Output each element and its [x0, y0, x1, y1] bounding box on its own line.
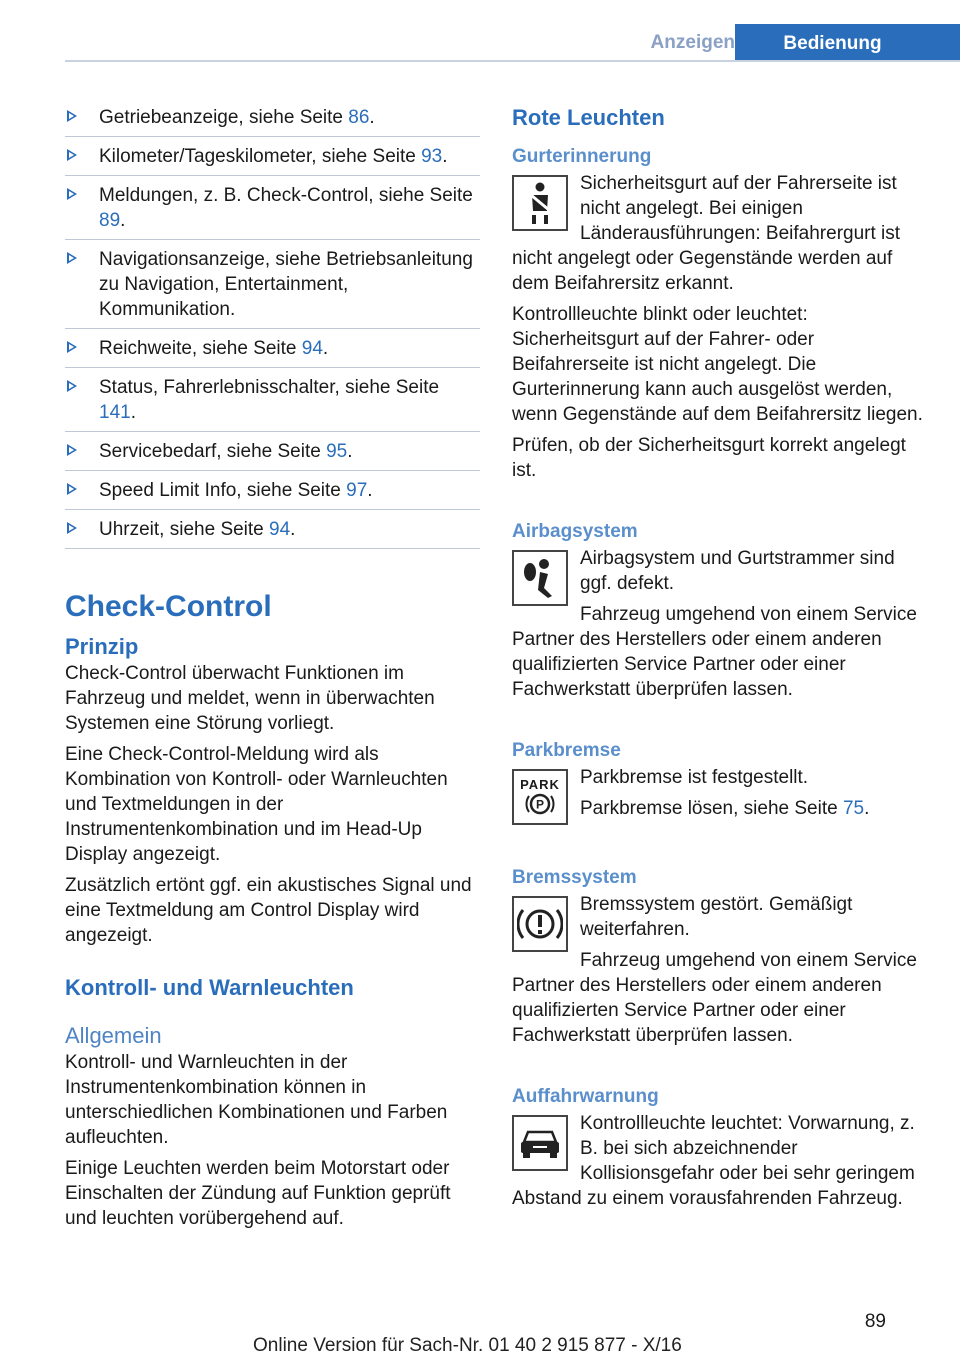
tab-anzeigen[interactable]: Anzeigen	[650, 32, 735, 53]
page-link[interactable]: 75	[842, 798, 865, 819]
seatbelt-icon	[512, 175, 568, 231]
brake-warning-icon	[512, 896, 568, 952]
triangle-bullet-icon	[67, 380, 77, 392]
paragraph: Bremssystem gestört. Gemäßigt weiterfahren.	[580, 894, 853, 940]
bullet-item	[65, 477, 480, 510]
bullet-item	[65, 516, 480, 549]
bullet-text: Uhrzeit, siehe Seite	[99, 519, 270, 540]
bullet-tail: .	[290, 519, 296, 540]
paragraph: Fahrzeug umgehend von einem Service Partner des Herstellers oder einem anderen qualifizierten Service Partner oder einer Fachwerkstatt überprüfen lassen.	[512, 604, 917, 700]
bullet-list	[65, 104, 480, 549]
heading-prinzip: Prinzip	[65, 634, 139, 659]
paragraph: Kontrollleuchte leuchtet: Vorwarnung, z. B. bei sich abzeichnender Kollisionsgefahr oder bei sehr geringem Abstand zu einem vorausfahrenden Fahrzeug.	[512, 1113, 915, 1209]
bullet-text: Reichweite, siehe Seite	[99, 338, 302, 359]
page-link[interactable]: 94	[269, 519, 291, 540]
footer-version: Online Version für Sach-Nr. 01 40 2 915 877 - X/16	[253, 1335, 682, 1356]
left-column	[65, 104, 480, 1231]
heading-bremssystem: Bremssystem	[512, 867, 637, 888]
park-tail: .	[864, 798, 870, 819]
page-number: 89	[864, 1311, 886, 1332]
bullet-item	[65, 335, 480, 368]
heading-allgemein: Allgemein	[65, 1023, 162, 1048]
heading-rote-leuchten: Rote Leuchten	[512, 105, 665, 130]
paragraph: Airbagsystem und Gurtstrammer sind ggf. defekt.	[580, 548, 895, 594]
tab-bedienung[interactable]	[735, 24, 960, 62]
heading-gurterinnerung: Gurterinnerung	[512, 146, 652, 167]
page-link[interactable]: 141	[99, 402, 131, 423]
svg-text:P: P	[535, 797, 545, 812]
page-header	[65, 24, 960, 62]
bullet-text: Servicebedarf, siehe Seite	[99, 441, 327, 462]
bullet-item	[65, 374, 480, 432]
paragraph: Eine Check-Control-Meldung wird als Kombination von Kontroll- oder Warnleuchten und Textmeldungen in der Instrumentenkombination und im Head-Up Display angezeigt.	[65, 744, 448, 865]
right-column	[512, 104, 930, 1211]
bullet-tail: .	[347, 441, 353, 462]
airbag-icon	[512, 550, 568, 606]
paragraph: Check-Control überwacht Funktionen im Fahrzeug und meldet, wenn in überwachten Systemen eine Störung vorliegt.	[65, 663, 435, 734]
bullet-text: Navigationsanzeige, siehe Betriebsanleitung zu Navigation, Entertainment, Kommunikation.	[99, 249, 473, 320]
bullet-item	[65, 438, 480, 471]
paragraph: Zusätzlich ertönt ggf. ein akustisches Signal und eine Textmeldung am Control Display wird angezeigt.	[65, 875, 472, 946]
page-link[interactable]: 97	[346, 480, 368, 501]
bullet-text: Getriebeanzeige, siehe Seite	[99, 107, 349, 128]
paragraph: Kontroll- und Warnleuchten in der Instrumentenkombination können in unterschiedlichen Kombinationen und Farben aufleuchten.	[65, 1052, 448, 1148]
bullet-tail: .	[367, 480, 373, 501]
bullet-tail: .	[442, 146, 448, 167]
bullet-text: Speed Limit Info, siehe Seite	[99, 480, 347, 501]
triangle-bullet-icon	[67, 444, 77, 456]
header-divider	[65, 60, 960, 62]
parking-brake-icon	[512, 769, 568, 825]
triangle-bullet-icon	[67, 252, 77, 264]
bullet-tail: .	[369, 107, 375, 128]
triangle-bullet-icon	[67, 149, 77, 161]
page-link[interactable]: 89	[99, 210, 121, 231]
page-link[interactable]: 94	[301, 338, 323, 359]
page-link[interactable]: 95	[326, 441, 348, 462]
triangle-bullet-icon	[67, 188, 77, 200]
park-text: Parkbremse lösen, siehe Seite	[580, 798, 843, 819]
paragraph: Fahrzeug umgehend von einem Service Partner des Herstellers oder einem anderen qualifizierten Service Partner oder einer Fachwerkstatt überprüfen lassen.	[512, 950, 917, 1046]
page-link[interactable]: 93	[421, 146, 443, 167]
heading-kontroll-warnleuchten: Kontroll- und Warnleuchten	[65, 975, 354, 1000]
triangle-bullet-icon	[67, 483, 77, 495]
bullet-item	[65, 182, 480, 240]
bullet-text: Meldungen, z. B. Check-Control, siehe Seite	[99, 185, 473, 206]
bullet-item	[65, 104, 480, 137]
car-front-icon	[512, 1115, 568, 1171]
paragraph: Sicherheitsgurt auf der Fahrerseite ist nicht angelegt. Bei einigen Länderausführungen: Beifahrergurt ist nicht angelegt oder Gegenstände werden auf dem Beifahrersitz erkannt.	[512, 173, 901, 294]
bullet-item	[65, 246, 480, 329]
triangle-bullet-icon	[67, 522, 77, 534]
paragraph: Parkbremse ist festgestellt.	[580, 767, 809, 788]
paragraph	[512, 796, 930, 821]
paragraph: Kontrollleuchte blinkt oder leuchtet: Sicherheitsgurt auf der Fahrer- oder Beifahrerseite ist nicht angelegt. Die Gurterinnerung kann auch ausgelöst werden, wenn Gegenstände auf dem Beifahrersitz liegen.	[512, 304, 923, 425]
triangle-bullet-icon	[67, 341, 77, 353]
bullet-text: Kilometer/Tageskilometer, siehe Seite	[99, 146, 422, 167]
bullet-item	[65, 143, 480, 176]
paragraph: Einige Leuchten werden beim Motorstart oder Einschalten der Zündung auf Funktion geprüft und leuchten vorübergehend auf.	[65, 1158, 451, 1229]
heading-airbagsystem: Airbagsystem	[512, 521, 638, 542]
heading-parkbremse: Parkbremse	[512, 740, 621, 761]
heading-auffahrwarnung: Auffahrwarnung	[512, 1086, 659, 1107]
bullet-tail: .	[120, 210, 126, 231]
bullet-text: Status, Fahrerlebnisschalter, siehe Seite	[99, 377, 440, 398]
park-label: PARK	[520, 777, 560, 792]
bullet-tail: .	[130, 402, 136, 423]
tab-bedienung-label: Bedienung	[783, 32, 882, 54]
paragraph: Prüfen, ob der Sicherheitsgurt korrekt angelegt ist.	[512, 435, 906, 481]
bullet-tail: .	[322, 338, 329, 359]
page-link[interactable]: 86	[348, 107, 370, 128]
section-title-check-control: Check-Control	[65, 590, 272, 623]
triangle-bullet-icon	[67, 110, 77, 122]
